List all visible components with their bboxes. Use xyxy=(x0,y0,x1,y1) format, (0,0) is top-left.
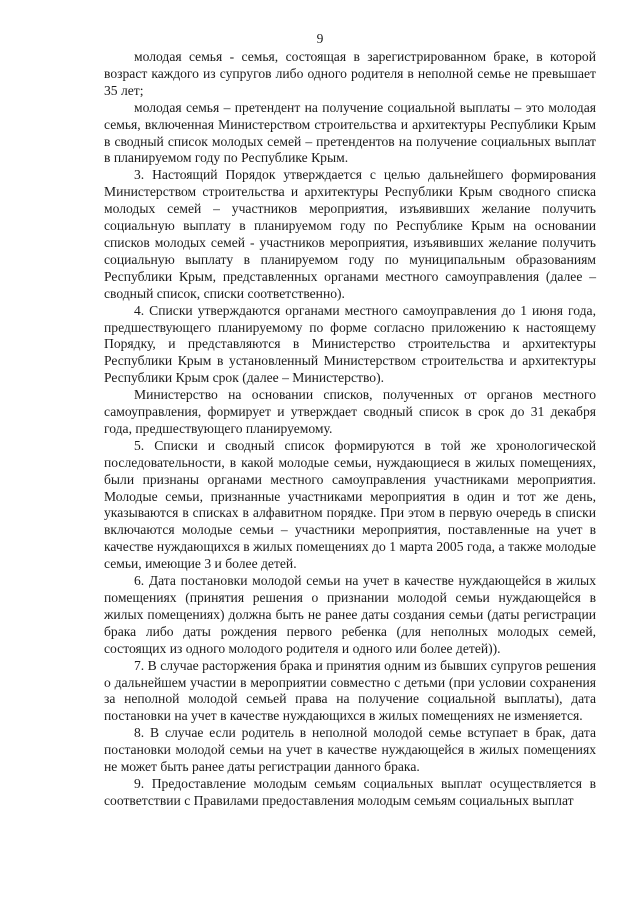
paragraph-item-3: 3. Настоящий Порядок утверждается с целью дальнейшего формирования Министерством строительства и архитектуры Республики Крым сводного списка молодых семей – участников мероприятия, изъявивших желание получить социальную выплату в планируемом году по Республике Крым на основании списков молодых семей - участников мероприятия, изъявивших желание получить социальную выплату в планируемом году по муниципальным образованиям Республики Крым, представленных органами местного самоуправления (далее – сводный список, списки соответственно). xyxy=(104,167,596,301)
paragraph-young-family-definition: молодая семья - семья, состоящая в зарегистрированном браке, в которой возраст каждого из супругов либо одного родителя в неполной семье не превышает 35 лет; xyxy=(104,49,596,98)
paragraph-item-8: 8. В случае если родитель в неполной молодой семье вступает в брак, дата постановки молодой семьи на учет в качестве нуждающейся в жилых помещениях не может быть ранее даты регистрации данного брака. xyxy=(104,725,596,775)
paragraph-applicant-definition: молодая семья – претендент на получение социальной выплаты – это молодая семья, включенная Министерством строительства и архитектуры Республики Крым в сводный список молодых семей – претендентов на получение социальных выплат в планируемом году по Республике Крым. xyxy=(104,99,596,166)
paragraph-ministry-consolidated-list: Министерство на основании списков, полученных от органов местного самоуправления, формирует и утверждает сводный список в срок до 31 декабря года, предшествующего планируемому. xyxy=(104,387,596,436)
paragraph-item-6: 6. Дата постановки молодой семьи на учет в качестве нуждающейся в жилых помещениях (принятия решения о признании молодой семьи нуждающейся в жилых помещениях) должна быть не ранее даты создания семьи (даты регистрации брака либо даты рождения первого ребенка (для неполных молодых семей, состоящих из одного молодого родителя и одного или более детей)). xyxy=(104,573,596,656)
page-number: 9 xyxy=(316,31,324,46)
paragraph-item-4: 4. Списки утверждаются органами местного самоуправления до 1 июня года, предшествующего планируемому по форме согласно приложению к настоящему Порядку, и представляются в Министерство строительства и архитектуры Республики Крым в установленный Министерством строительства и архитектуры Республики Крым срок (далее – Министерство). xyxy=(104,302,596,386)
document-body xyxy=(104,49,596,810)
paragraph-item-7: 7. В случае расторжения брака и принятия одним из бывших супругов решения о дальнейшем участии в мероприятии совместно с детьми (при условии сохранения за неполной молодой семьей права на получение социальной выплаты), дата постановки на учет в качестве нуждающихся в жилых помещениях не изменяется. xyxy=(104,657,596,724)
paragraph-item-9: 9. Предоставление молодым семьям социальных выплат осуществляется в соответствии с Правилами предоставления молодым семьям социальных выплат xyxy=(104,775,596,808)
paragraph-item-5: 5. Списки и сводный список формируются в той же хронологической последовательности, в какой молодые семьи, нуждающиеся в жилых помещениях, были признаны органами местного самоуправления участниками мероприятия. Молодые семьи, признанные участниками мероприятия в один и тот же день, указываются в списках в алфавитном порядке. При этом в первую очередь в списки включаются молодые семьи – участники мероприятия, поставленные на учет в качестве нуждающихся в жилых помещениях до 1 марта 2005 года, а также молодые семьи, имеющие 3 и более детей. xyxy=(104,437,596,572)
